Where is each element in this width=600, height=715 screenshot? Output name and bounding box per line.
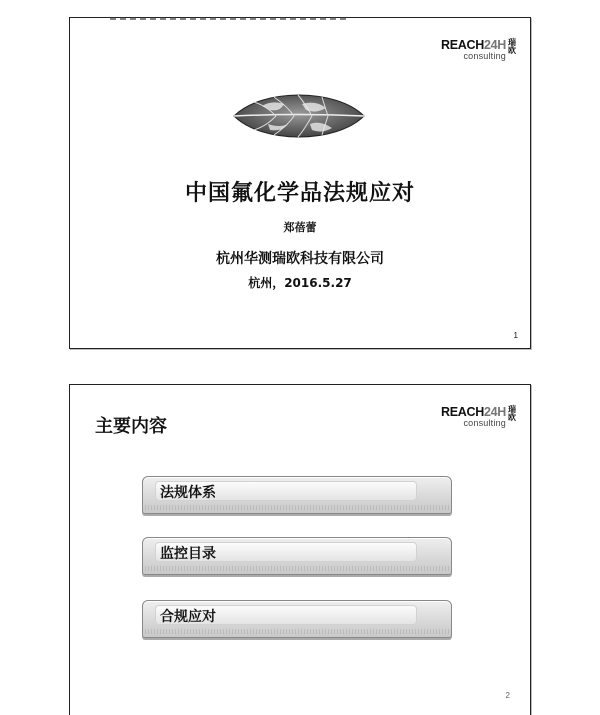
agenda-item-label: 合规应对 [160, 609, 216, 625]
slide-2 [69, 384, 531, 715]
presentation-title: 中国氟化学品法规应对 [184, 181, 415, 206]
agenda-item-label: 监控目录 [160, 546, 216, 562]
scan-artifact-line [110, 17, 350, 20]
author-name: 郑蓓蕾 [283, 221, 317, 234]
page-number: 1 [513, 331, 518, 340]
agenda-item-compliance [142, 600, 452, 638]
reach24h-logo: REACH24H consulting 瑞欧 [441, 405, 516, 428]
agenda-item-monitoring-list [142, 537, 452, 575]
slide-title: 主要内容 [95, 416, 167, 437]
slide-1 [69, 17, 531, 349]
leaf-globe-icon [232, 84, 366, 148]
location-date: 杭州，2016.5.27 [248, 276, 352, 290]
agenda-item-label: 法规体系 [160, 485, 216, 501]
page-number: 2 [505, 691, 510, 700]
agenda-item-regulatory-system [142, 476, 452, 514]
company-name: 杭州华测瑞欧科技有限公司 [216, 251, 384, 267]
reach24h-logo: REACH24H consulting 瑞欧 [441, 38, 516, 61]
